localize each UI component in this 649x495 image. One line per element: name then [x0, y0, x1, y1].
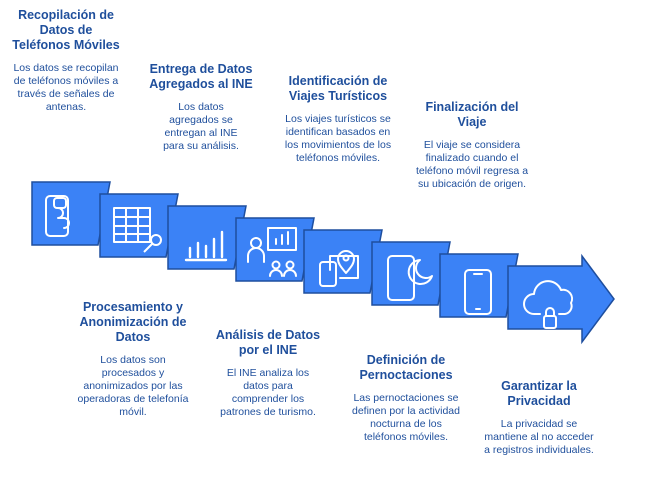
step-title: Definición de Pernoctaciones — [359, 353, 453, 382]
step-3-banner — [168, 206, 246, 269]
step-title: Entrega de Datos Agregados al INE — [149, 62, 253, 91]
step-1-label — [10, 8, 122, 114]
step-title: Finalización del Viaje — [425, 100, 519, 129]
step-2-banner — [100, 194, 178, 257]
step-description: Los datos se recopilan de teléfonos móviles a través de señales de antenas. — [13, 62, 119, 113]
step-8-arrow — [508, 256, 614, 342]
step-title: Identificación de Viajes Turísticos — [288, 74, 388, 103]
step-7-banner — [440, 254, 518, 317]
step-description: Los datos agregados se entregan al INE para su análisis. — [163, 101, 239, 152]
step-description: El viaje se considera finalizado cuando el teléfono móvil regresa a su ubicación de origen. — [415, 139, 529, 190]
step-2-label — [72, 300, 194, 419]
step-6-banner — [372, 242, 450, 305]
step-6-label — [348, 353, 464, 444]
step-description: Los viajes turísticos se identifican basados en los movimientos de los teléfonos móviles. — [284, 113, 392, 164]
step-description: El INE analiza los datos para comprender los patrones de turismo. — [220, 367, 316, 418]
step-title: Garantizar la Privacidad — [501, 379, 577, 408]
step-5-label — [280, 74, 396, 165]
step-5-banner — [304, 230, 382, 293]
step-8-label — [484, 379, 594, 457]
step-3-label — [143, 62, 259, 153]
step-4-banner — [236, 218, 314, 281]
step-4-label — [212, 328, 324, 419]
step-description: Los datos son procesados y anonimizados por las operadoras de telefonía móvil. — [77, 354, 189, 418]
step-7-label — [414, 100, 530, 191]
step-title: Recopilación de Datos de Teléfonos Móviles — [12, 8, 120, 52]
step-description: Las pernoctaciones se definen por la actividad nocturna de los teléfonos móviles. — [352, 392, 460, 443]
step-title: Procesamiento y Anonimización de Datos — [79, 300, 187, 344]
step-description: La privacidad se mantiene al no acceder a registros individuales. — [484, 418, 594, 456]
step-title: Análisis de Datos por el INE — [215, 328, 321, 357]
step-1-banner — [32, 182, 110, 245]
